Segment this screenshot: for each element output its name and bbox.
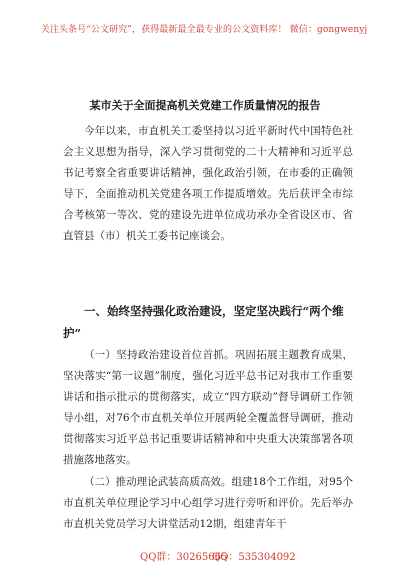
qq-number: QQ：535304092: [212, 552, 296, 563]
document-title: 某市关于全面提高机关党建工作质量情况的报告: [89, 99, 321, 112]
qq-group-number: QQ群：30265665: [140, 552, 228, 563]
subsection-paragraph-2: （二）推动理论武装高质高效。组建18个工作组，对95个市直机关单位理论学习中心组学习进行旁听和评价。先后举办市直机关党员学习大讲堂活动12期，组建青年干: [63, 476, 353, 530]
subsection-paragraph-1: （一）坚持政治建设首位首抓。巩固拓展主题教育成果，坚决落实“第一议题”制度，强化习近平总书记对我市工作重要讲话和指示批示的贯彻落实，成立“四方联动”督导调研工作领导小组，对76个市直机关单位开展两轮全覆盖督导调研，推动贯彻落实习近平总书记重要讲话精神和中央重大决策部署各项措施落地落实。: [63, 349, 353, 466]
section-heading: 一、始终坚持强化政治建设，坚定坚决践行“两个维护”: [63, 304, 344, 340]
header-banner: 关注头条号“公文研究”，获得最新最全最专业的公文资料库！ 微信：gongwenyj: [40, 25, 368, 35]
intro-paragraph: 今年以来，市直机关工委坚持以习近平新时代中国特色社会主义思想为指导，深入学习贯彻党的二十大精神和习近平总书记考察全省重要讲话精神，强化政治引领，在市委的正确领导下，全面推动机关党建各项工作提质增效。先后获评全市综合考核第一等次、党的建设先进单位成功承办全省设区市、省直管县（市）机关工委书记座谈会。: [63, 125, 353, 242]
